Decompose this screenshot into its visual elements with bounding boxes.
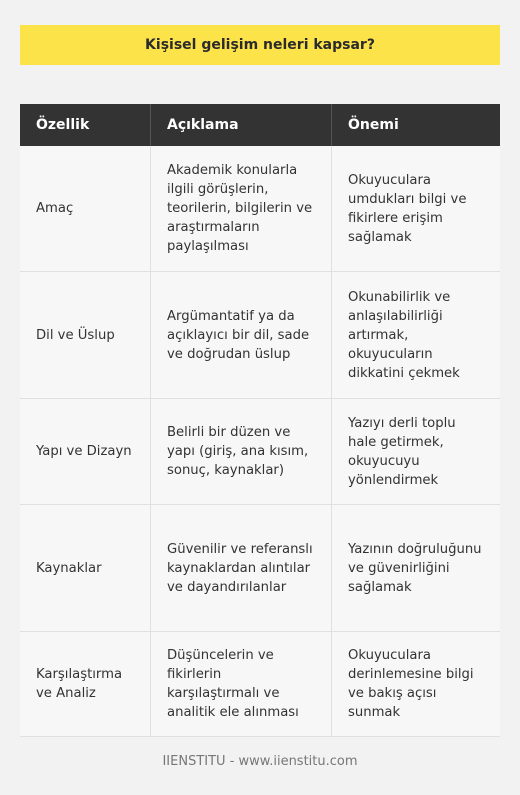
cell-importance: Yazının doğruluğunu ve güvenirliğini sağlamak [331,505,500,631]
table-header-row [20,104,500,146]
cell-feature: Karşılaştırma ve Analiz [36,667,123,701]
table-row [20,146,500,272]
cell-description: Argümantatif ya da açıklayıcı bir dil, sade ve doğrudan üslup [150,272,331,398]
cell-description: Güvenilir ve referanslı kaynaklardan alıntılar ve dayandırılanlar [150,505,331,631]
title-banner [20,25,500,65]
header-feature: Özellik [36,116,90,133]
cell-feature: Kaynaklar [36,560,102,576]
table-row [20,632,500,737]
cell-feature: Amaç [36,201,74,216]
page-title: Kişisel gelişim neleri kapsar? [145,37,375,53]
table-row [20,272,500,399]
table-row [20,399,500,505]
header-importance: Önemi [331,104,500,146]
cell-feature: Dil ve Üslup [36,327,115,343]
cell-feature: Yapı ve Dizayn [36,444,132,459]
table-row [20,505,500,632]
cell-importance: Okuyuculara derinlemesine bilgi ve bakış açısı sunmak [331,632,500,736]
cell-importance: Okunabilirlik ve anlaşılabilirliği artırmak, okuyucuların dikkatini çekmek [331,272,500,398]
header-description: Açıklama [150,104,331,146]
cell-importance: Okuyuculara umdukları bilgi ve fikirlere erişim sağlamak [331,146,500,271]
cell-description: Belirli bir düzen ve yapı (giriş, ana kısım, sonuç, kaynaklar) [150,399,331,504]
comparison-table [20,104,500,737]
cell-description: Akademik konularla ilgili görüşlerin, teorilerin, bilgilerin ve araştırmaların paylaşılması [150,146,331,271]
cell-description: Düşüncelerin ve fikirlerin karşılaştırmalı ve analitik ele alınması [150,632,331,736]
cell-importance: Yazıyı derli toplu hale getirmek, okuyucuyu yönlendirmek [331,399,500,504]
footer-credit: IIENSTITU - www.iienstitu.com [162,754,358,769]
